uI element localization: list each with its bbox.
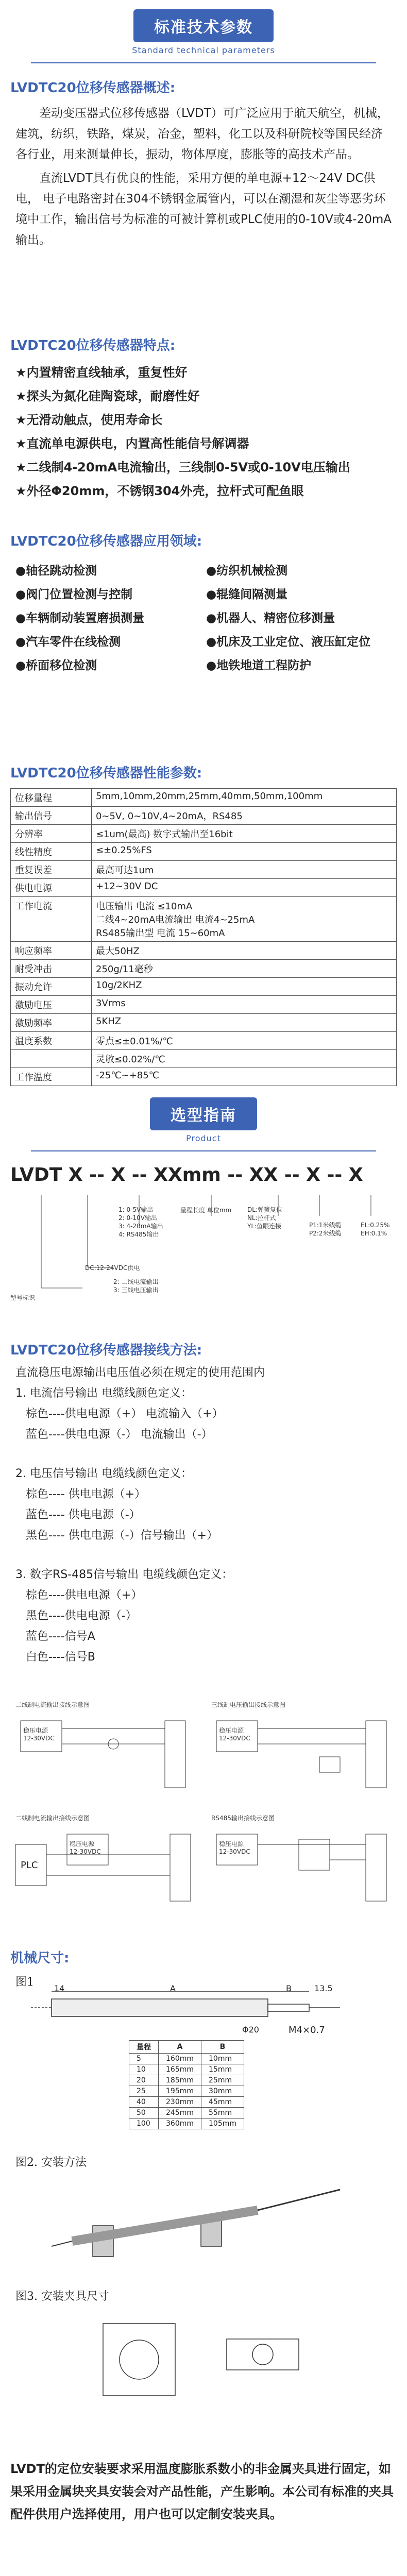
spec-row — [11, 1050, 397, 1068]
spec-value: 5mm,10mm,20mm,25mm,40mm,50mm,100mm — [92, 789, 397, 807]
dim-cell: 10 — [129, 2064, 159, 2075]
spec-key: 分辨率 — [11, 825, 92, 843]
dim-cell: 25 — [129, 2086, 159, 2097]
params-heading: LVDTC20位移传感器性能参数: — [10, 766, 202, 781]
spec-key — [11, 1050, 92, 1068]
spec-key: 激励频率 — [11, 1014, 92, 1032]
spec-value: 最高可达1um — [92, 861, 397, 879]
dim-cell: 55mm — [201, 2108, 244, 2119]
spec-key: 工作温度 — [11, 1068, 92, 1086]
spec-key: 重复误差 — [11, 861, 92, 879]
dimension-table — [129, 2040, 244, 2129]
spec-row — [11, 789, 397, 807]
application-item: ●车辆制动装置磨损测量 — [15, 612, 145, 625]
wiring-line: 白色----信号B — [26, 1651, 95, 1664]
model-note: NL:拉杆式 — [247, 1214, 276, 1222]
spec-value: 250g/11毫秒 — [92, 960, 397, 978]
spec-value: 电压输出 电流 ≤10mA 二线4~20mA电流输出 电流4~25mA RS485输出型 电流 15~60mA — [92, 897, 397, 942]
dim-cell: 165mm — [159, 2064, 201, 2075]
application-item: ●桥面移位检测 — [15, 659, 97, 672]
dim-label: A — [170, 1984, 176, 1993]
spec-value: 5KHZ — [92, 1014, 397, 1032]
spec-value: ≤1um(最高) 数字式输出至16bit — [92, 825, 397, 843]
diagram-caption: 二线制电流输出接线示意图 — [15, 1701, 90, 1708]
model-note: EH:0.1% — [361, 1230, 387, 1237]
spec-row — [11, 843, 397, 861]
divider — [31, 1150, 376, 1151]
spec-row — [11, 960, 397, 978]
dim-header: A — [159, 2041, 201, 2054]
banner-title: 标准技术参数 — [133, 9, 274, 42]
model-note: 1: 0-5V输出 — [118, 1206, 154, 1213]
model-code: LVDT X -- X -- XXmm -- XX -- X -- X — [10, 1164, 363, 1185]
model-note: P2:2米线缆 — [309, 1230, 342, 1237]
spec-value: 0~5V, 0~10V,4~20mA，RS485 — [92, 807, 397, 825]
spec-value: 10g/2KHZ — [92, 978, 397, 996]
dim-row — [129, 2086, 244, 2097]
dim-cell: 100 — [129, 2119, 159, 2129]
dim-row — [129, 2064, 244, 2075]
dim-cell: 10mm — [201, 2054, 244, 2064]
dim-row — [129, 2054, 244, 2064]
install-drawing — [52, 2179, 361, 2272]
application-item: ●机器人、精密位移测量 — [206, 612, 335, 625]
application-item: ●纺织机械检测 — [206, 564, 288, 578]
spec-row — [11, 1014, 397, 1032]
wiring-line: 棕色---- 供电电源（+） — [26, 1488, 146, 1501]
spec-key: 线性精度 — [11, 843, 92, 861]
dim-label: B — [286, 1984, 292, 1993]
dim-row — [129, 2075, 244, 2086]
wiring-line: 棕色----供电电源（+） 电流输入（+） — [26, 1408, 224, 1420]
spec-value: -25℃~+85℃ — [92, 1068, 397, 1086]
features-list — [15, 361, 392, 503]
spec-row — [11, 897, 397, 942]
fig3-label: 图3. 安装夹具尺寸 — [15, 2290, 109, 2303]
applications-heading: LVDTC20位移传感器应用领域: — [10, 534, 202, 549]
spec-key: 输出信号 — [11, 807, 92, 825]
dim-cell: 230mm — [159, 2097, 201, 2108]
mech-heading: 机械尺寸: — [10, 1951, 70, 1966]
spec-row — [11, 879, 397, 897]
feature-item: ★二线制4-20mA电流输出，三线制0-5V或0-10V电压输出 — [15, 460, 350, 474]
wiring-line: 黑色----供电电源（-） — [26, 1609, 137, 1622]
dim-header: B — [201, 2041, 244, 2054]
wiring-diagrams — [10, 1700, 397, 1927]
diagram-caption: 二线制电流输出接线示意图 — [15, 1815, 90, 1822]
spec-value: 最大50HZ — [92, 942, 397, 960]
supply-label: 稳压电源 12-30VDC — [70, 1840, 101, 1855]
supply-label: 稳压电源 12-30VDC — [23, 1727, 55, 1742]
spec-row — [11, 807, 397, 825]
overview-text — [15, 103, 392, 250]
dim-row — [129, 2097, 244, 2108]
spec-key: 激励电压 — [11, 996, 92, 1014]
model-note: 4: RS485输出 — [118, 1231, 159, 1238]
wiring-subtitle: 1. 电流信号输出 电缆线颜色定义： — [15, 1387, 192, 1400]
model-note: EL:0.25% — [361, 1222, 390, 1229]
spec-key: 工作电流 — [11, 897, 92, 942]
feature-item: ★直流单电源供电，内置高性能信号解调器 — [15, 436, 249, 451]
wiring-line: 蓝色---- 供电电源（-） — [26, 1509, 141, 1521]
wiring-heading: LVDTC20位移传感器接线方法: — [10, 1343, 202, 1358]
spec-row — [11, 942, 397, 960]
model-note: P1:1米线缆 — [309, 1222, 342, 1229]
spec-key: 位移量程 — [11, 789, 92, 807]
spec-key: 振动允许 — [11, 978, 92, 996]
spec-table — [10, 788, 397, 1086]
dim-cell: 185mm — [159, 2075, 201, 2086]
installation-note: LVDT的定位安装要求采用温度膨胀系数小的非金属夹具进行固定，如果采用金属块夹具安装会对产品性能，产生影响。本公司有标准的夹具配件供用户选择使用，用户也可以定制安装夹具。 — [10, 2462, 394, 2521]
dim-cell: 195mm — [159, 2086, 201, 2097]
model-note: 量程长度 单位mm — [180, 1207, 232, 1214]
wiring-line: 蓝色----信号A — [26, 1630, 95, 1643]
banner-subtitle: Standard technical parameters — [132, 45, 275, 55]
spec-row — [11, 996, 397, 1014]
model-note: DC:12-24VDC供电 — [85, 1264, 140, 1272]
diagram-top — [10, 1710, 397, 1803]
dim-cell: 360mm — [159, 2119, 201, 2129]
dim-cell: 160mm — [159, 2054, 201, 2064]
application-item: ●机床及工业定位、液压缸定位 — [206, 635, 371, 649]
features-heading: LVDTC20位移传感器特点: — [10, 338, 176, 353]
banner-title: 选型指南 — [150, 1097, 257, 1130]
supply-label: 稳压电源 12-30VDC — [219, 1840, 250, 1855]
model-note: 型号标识 — [10, 1294, 36, 1301]
spec-row — [11, 978, 397, 996]
fig1-label: 图1 — [15, 1976, 34, 1989]
spec-value: +12~30V DC — [92, 879, 397, 897]
model-note: 2: 0-10V输出 — [118, 1214, 157, 1222]
dim-cell: 245mm — [159, 2108, 201, 2119]
dim-row — [129, 2119, 244, 2129]
spec-value: 灵敏≤0.02%/℃ — [92, 1050, 397, 1068]
feature-item: ★内置精密直线轴承，重复性好 — [15, 365, 188, 380]
banner-subtitle: Product — [186, 1133, 221, 1143]
diagram-bottom — [10, 1824, 397, 1917]
dim-cell: 30mm — [201, 2086, 244, 2097]
sensor-drawing — [31, 1978, 392, 2040]
model-note: 2: 二线电流输出 — [113, 1278, 159, 1285]
dim-label: 14 — [54, 1984, 65, 1993]
fig2-label: 图2. 安装方法 — [15, 2156, 87, 2169]
applications-grid — [15, 559, 397, 677]
application-item: ●轴径跳动检测 — [15, 564, 97, 578]
dim-label: 13.5 — [314, 1984, 333, 1993]
spec-value: ≤±0.25%FS — [92, 843, 397, 861]
wiring-section — [15, 1363, 392, 1668]
spec-row — [11, 1032, 397, 1050]
plc-label: PLC — [21, 1860, 38, 1871]
model-note: YL:鱼眼连接 — [247, 1223, 282, 1230]
supply-label: 稳压电源 12-30VDC — [219, 1727, 250, 1742]
spec-key: 温度系数 — [11, 1032, 92, 1050]
dim-cell: 25mm — [201, 2075, 244, 2086]
diagram-caption: 三线制电压输出接线示意图 — [211, 1701, 286, 1708]
spec-row — [11, 825, 397, 843]
model-note: DL:弹簧复位 — [247, 1206, 282, 1213]
clamp-drawing — [93, 2308, 319, 2421]
wiring-subtitle: 2. 电压信号输出 电缆线颜色定义： — [15, 1467, 192, 1480]
wiring-intro: 直流稳压电源输出电压值必须在规定的使用范围内 — [15, 1366, 265, 1379]
dim-header: 量程 — [129, 2041, 159, 2054]
application-item: ●辊缝间隔测量 — [206, 588, 288, 601]
model-notes — [10, 1195, 397, 1309]
banner-product — [0, 1097, 407, 1151]
dim-cell: 45mm — [201, 2097, 244, 2108]
model-note: 3: 三线电压输出 — [113, 1286, 159, 1294]
dim-row — [129, 2108, 244, 2119]
feature-item: ★无滑动触点，使用寿命长 — [15, 413, 163, 427]
spec-key: 响应频率 — [11, 942, 92, 960]
spec-value: 零点≤±0.01%/℃ — [92, 1032, 397, 1050]
divider — [31, 62, 376, 63]
dim-cell: 15mm — [201, 2064, 244, 2075]
spec-row — [11, 1068, 397, 1086]
spec-key: 耐受冲击 — [11, 960, 92, 978]
spec-key: 供电电源 — [11, 879, 92, 897]
dim-cell: 50 — [129, 2108, 159, 2119]
overview-paragraph: 差动变压器式位移传感器（LVDT）可广泛应用于航天航空，机械，建筑，纺织，铁路，煤炭，冶金，塑料，化工以及科研院校等国民经济各行业，用来测量伸长，振动，物体厚度，膨胀等的高技术产品。 — [15, 107, 389, 161]
feature-item: ★探头为氮化硅陶瓷球，耐磨性好 — [15, 389, 200, 403]
overview-heading: LVDTC20位移传感器概述: — [10, 80, 176, 96]
dim-cell: 105mm — [201, 2119, 244, 2129]
thread-label: M4×0.7 — [289, 2025, 325, 2036]
diagram-caption: RS485输出接线示意图 — [211, 1815, 275, 1822]
spec-value: 3Vrms — [92, 996, 397, 1014]
dim-cell: 5 — [129, 2054, 159, 2064]
application-item: ●汽车零件在线检测 — [15, 635, 121, 649]
overview-paragraph: 直流LVDT具有优良的性能，采用方便的单电源+12～24V DC供电， 电子电路密封在304不锈钢金属管内，可以在潮湿和灰尘等恶劣环境中工作，输出信号为标准的可被计算机或PLC使用的0-10V或4-20mA输出。 — [15, 172, 392, 247]
spec-row — [11, 861, 397, 879]
model-note: 3: 4-20mA输出 — [118, 1223, 163, 1230]
wiring-line: 蓝色----供电电源（-） 电流输出（-） — [26, 1428, 213, 1441]
wiring-subtitle: 3. 数字RS-485信号输出 电缆线颜色定义： — [15, 1568, 233, 1581]
wiring-line: 棕色----供电电源（+） — [26, 1589, 143, 1602]
dim-cell: 40 — [129, 2097, 159, 2108]
wiring-line: 黑色---- 供电电源（-）信号输出（+） — [26, 1529, 218, 1542]
banner-standard-params — [0, 9, 407, 63]
feature-item: ★外径Φ20mm，不锈钢304外壳，拉杆式可配鱼眼 — [15, 484, 304, 498]
dim-cell: 20 — [129, 2075, 159, 2086]
diameter-label: Φ20 — [242, 2025, 259, 2035]
application-item: ●阀门位置检测与控制 — [15, 588, 133, 601]
application-item: ●地铁地道工程防护 — [206, 659, 312, 672]
